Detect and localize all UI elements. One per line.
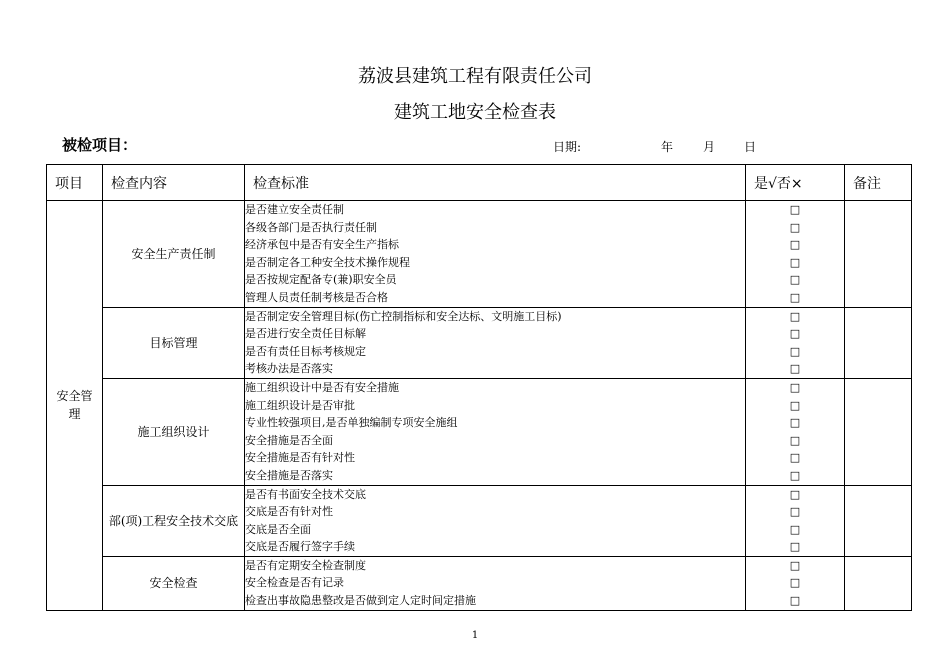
table-row [47, 378, 912, 485]
standard-item: 是否制定安全管理目标(伤亡控制指标和安全达标、文明施工目标) [245, 309, 562, 323]
remarks-cell[interactable] [845, 307, 912, 378]
checkbox-icon[interactable]: □ [789, 540, 801, 554]
company-title: 荔波县建筑工程有限责任公司 [358, 66, 592, 87]
header-yes-no: 是√否× [746, 165, 845, 201]
standard-item: 安全措施是否全面 [245, 433, 333, 447]
checkbox-icon[interactable]: □ [789, 290, 801, 304]
check-standards [245, 201, 746, 308]
page-number: 1 [471, 630, 479, 641]
check-standards [245, 378, 746, 485]
check-category: 安全生产责任制 [103, 201, 245, 308]
inspected-project-label: 被检项目： [62, 136, 138, 154]
check-category: 目标管理 [103, 307, 245, 378]
standard-item: 检查出事故隐患整改是否做到定人定时间定措施 [245, 594, 476, 608]
standard-item: 是否制定各工种安全技术操作规程 [245, 255, 410, 269]
check-category: 施工组织设计 [103, 378, 245, 485]
standard-item: 施工组织设计中是否有安全措施 [245, 380, 399, 394]
header-content: 检查内容 [103, 165, 245, 201]
remarks-cell[interactable] [845, 201, 912, 308]
checkbox-icon[interactable]: □ [789, 309, 801, 323]
table-body [47, 201, 912, 611]
check-standards [245, 556, 746, 610]
checkbox-icon[interactable]: □ [789, 451, 801, 465]
checkbox-icon[interactable]: □ [789, 576, 801, 590]
checkbox-icon[interactable]: □ [789, 380, 801, 394]
check-boxes [746, 378, 845, 485]
standard-item: 各级各部门是否执行责任制 [245, 220, 377, 234]
standard-item: 交底是否履行签字手续 [245, 540, 355, 554]
check-standards [245, 485, 746, 556]
checkbox-icon[interactable]: □ [789, 220, 801, 234]
checkbox-icon[interactable]: □ [789, 522, 801, 536]
checkbox-icon[interactable]: □ [789, 468, 801, 482]
check-boxes [746, 201, 845, 308]
table-row [47, 556, 912, 610]
remarks-cell[interactable] [845, 556, 912, 610]
standard-item: 安全检查是否有记录 [245, 576, 344, 590]
header-row [47, 165, 912, 201]
check-standards [245, 307, 746, 378]
date-label: 日期: [553, 140, 582, 154]
date-month: 月 [703, 140, 716, 154]
table-row [47, 201, 912, 308]
check-boxes [746, 485, 845, 556]
checkbox-icon[interactable]: □ [789, 594, 801, 608]
standard-item: 考核办法是否落实 [245, 362, 333, 376]
checkbox-icon[interactable]: □ [789, 273, 801, 287]
checkbox-icon[interactable]: □ [789, 505, 801, 519]
standard-item: 是否有书面安全技术交底 [245, 487, 366, 501]
check-boxes [746, 556, 845, 610]
checkbox-icon[interactable]: □ [789, 344, 801, 358]
checkbox-icon[interactable]: □ [789, 416, 801, 430]
remarks-cell[interactable] [845, 378, 912, 485]
standard-item: 交底是否全面 [245, 522, 311, 536]
project-name: 安全管理 [56, 389, 93, 422]
checkbox-icon[interactable]: □ [789, 362, 801, 376]
project-name-cell [47, 201, 103, 611]
checkbox-icon[interactable]: □ [789, 558, 801, 572]
checkbox-icon[interactable]: □ [789, 203, 801, 216]
standard-item: 安全措施是否有针对性 [245, 451, 355, 465]
header-standard: 检查标准 [245, 165, 746, 201]
check-category: 安全检查 [103, 556, 245, 610]
standard-item: 经济承包中是否有安全生产指标 [245, 238, 399, 252]
header-project: 项目 [47, 165, 103, 201]
header-remarks: 备注 [845, 165, 912, 201]
check-category: 部(项)工程安全技术交底 [103, 485, 245, 556]
checkbox-icon[interactable]: □ [789, 255, 801, 269]
date-year: 年 [661, 140, 674, 154]
date-day: 日 [744, 140, 757, 154]
standard-item: 专业性较强项目,是否单独编制专项安全施组 [245, 416, 458, 430]
standard-item: 安全措施是否落实 [245, 468, 333, 482]
standard-item: 是否建立安全责任制 [245, 203, 344, 216]
checkbox-icon[interactable]: □ [789, 327, 801, 341]
check-boxes [746, 307, 845, 378]
standard-item: 是否进行安全责任目标解 [245, 327, 366, 341]
checkbox-icon[interactable]: □ [789, 398, 801, 412]
checkbox-icon[interactable]: □ [789, 487, 801, 501]
standard-item: 是否按规定配备专(兼)职安全员 [245, 273, 397, 287]
standard-item: 管理人员责任制考核是否合格 [245, 290, 388, 304]
standard-item: 是否有责任目标考核规定 [245, 344, 366, 358]
inspection-table [46, 164, 912, 611]
form-title: 建筑工地安全检查表 [394, 102, 556, 123]
remarks-cell[interactable] [845, 485, 912, 556]
table-row [47, 307, 912, 378]
checkbox-icon[interactable]: □ [789, 238, 801, 252]
standard-item: 施工组织设计是否审批 [245, 398, 355, 412]
standard-item: 交底是否有针对性 [245, 505, 333, 519]
checkbox-icon[interactable]: □ [789, 433, 801, 447]
standard-item: 是否有定期安全检查制度 [245, 558, 366, 572]
table-row [47, 485, 912, 556]
